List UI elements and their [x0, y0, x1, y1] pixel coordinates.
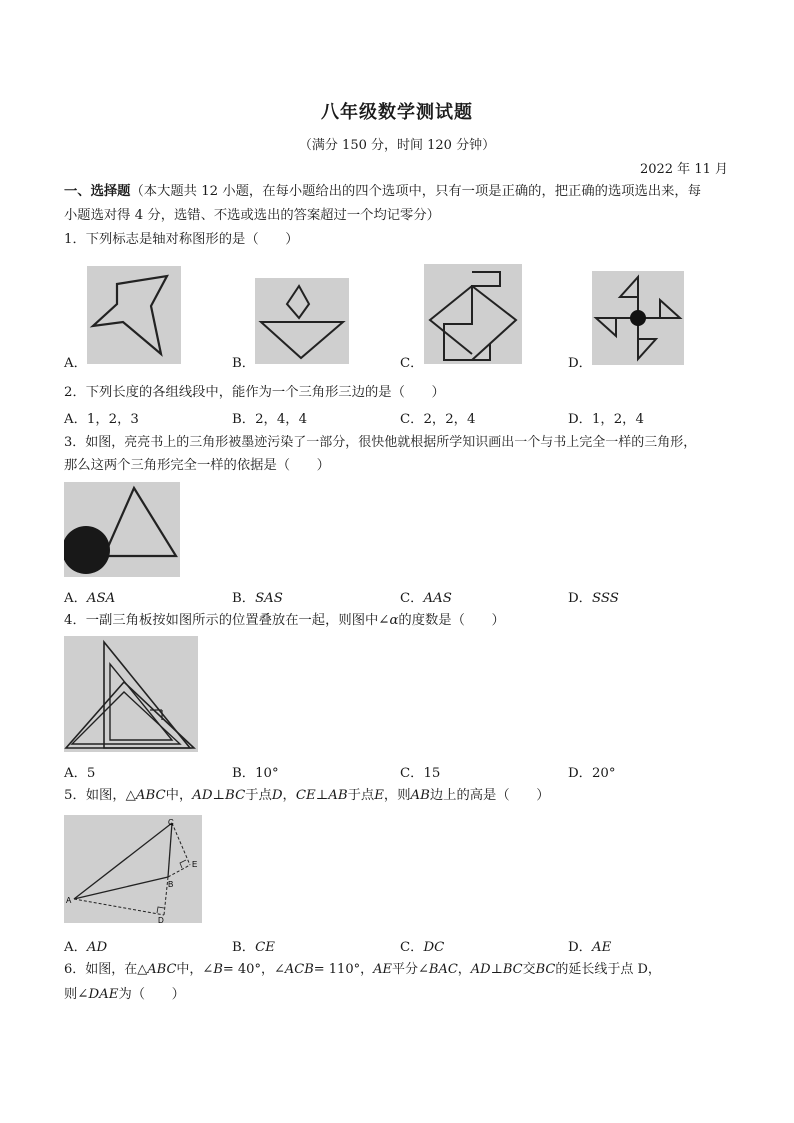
q2-option-c: C．2，2，4 — [400, 412, 476, 427]
q2-text: 2．下列长度的各组线段中，能作为一个三角形三边的是（ ） — [64, 385, 445, 400]
q6-t3: 中，∠ — [176, 962, 214, 977]
q5-label-e: E — [192, 860, 198, 869]
q5-t6: BC — [225, 788, 246, 803]
q1-option-c: C． — [400, 356, 424, 371]
q1-figure-c — [424, 264, 522, 364]
q6-t12: AD — [470, 962, 491, 977]
q3-option-d-prefix: D． — [568, 591, 592, 606]
q5-t7: 于点 — [245, 788, 272, 803]
q4-option-c: C．15 — [400, 766, 441, 781]
q5-option-b — [232, 936, 275, 955]
q4-figure — [64, 636, 198, 752]
q5-t16: AB — [410, 788, 430, 803]
q4-text-pre: 4．一副三角板按如图所示的位置叠放在一起，则图中∠ — [64, 613, 390, 628]
q6-t8: AE — [373, 962, 392, 977]
q4-text — [64, 611, 505, 631]
q2-option-d: D．1，2，4 — [568, 412, 644, 427]
q6-line2-pre: 则∠ — [64, 987, 89, 1002]
q4-text-post: 的度数是（ ） — [398, 613, 505, 628]
q6-t13: ⊥ — [490, 962, 503, 977]
q3-figure — [64, 482, 180, 577]
q1-figure-b — [255, 278, 349, 364]
q6-t11: ， — [457, 962, 471, 977]
q4-alpha: α — [389, 613, 399, 628]
q3-option-b-prefix: B． — [232, 591, 256, 606]
q5-option-b-value: CE — [255, 940, 275, 955]
q5-t2: ABC — [135, 788, 166, 803]
q3-option-a-prefix: A． — [64, 591, 87, 606]
q5-t12: AB — [328, 788, 348, 803]
q5-t1: 5．如图，△ — [64, 788, 136, 803]
q3-option-c-value: AAS — [423, 591, 452, 606]
q3-option-a — [64, 587, 115, 606]
q6-t7: = 110°， — [313, 962, 374, 977]
q6-t2: ABC — [147, 962, 177, 977]
q5-t5: ⊥ — [212, 788, 226, 803]
q6-line2-post: 为（ ） — [118, 987, 185, 1002]
q5-label-c: C — [168, 818, 174, 827]
q5-option-b-prefix: B． — [232, 940, 256, 955]
q6-text-line2 — [64, 985, 185, 1005]
q5-t17: 边上的高是（ ） — [429, 788, 550, 803]
q5-t9: ， — [282, 788, 296, 803]
q5-option-a-value: AD — [86, 940, 108, 955]
q5-option-c-prefix: C． — [400, 940, 424, 955]
section-heading: 一、选择题 — [64, 184, 131, 199]
q6-text-line1 — [64, 960, 661, 980]
q5-label-a: A — [66, 896, 72, 905]
q6-line2-it: DAE — [88, 987, 119, 1002]
q5-option-d-value: AE — [591, 940, 612, 955]
q4-option-b: B．10° — [232, 766, 279, 781]
q5-option-c-value: DC — [423, 940, 445, 955]
q6-t14: BC — [502, 962, 523, 977]
q1-text: 1．下列标志是轴对称图形的是（ ） — [64, 232, 299, 247]
q3-option-d-value: SSS — [591, 591, 619, 606]
q4-option-d: D．20° — [568, 766, 616, 781]
q6-t16: BC — [535, 962, 556, 977]
q5-t13: 于点 — [347, 788, 375, 803]
q3-option-c — [400, 587, 452, 606]
q5-t8: D — [271, 788, 283, 803]
q1-figure-a — [87, 266, 181, 364]
q6-t4: B — [213, 962, 223, 977]
q6-t6: ACB — [284, 962, 314, 977]
q6-t1: 6．如图，在△ — [64, 962, 148, 977]
q4-option-a: A．5 — [64, 766, 96, 781]
q5-label-b: B — [168, 880, 174, 889]
q3-option-a-value: ASA — [86, 591, 116, 606]
page-subtitle: （满分 150 分，时间 120 分钟） — [298, 138, 496, 153]
q1-option-b: B． — [232, 356, 256, 371]
q1-option-d: D． — [568, 356, 592, 371]
q5-text — [64, 786, 550, 806]
q5-option-d-prefix: D． — [568, 940, 592, 955]
q2-option-b: B．2，4，4 — [232, 412, 308, 427]
q5-t10: CE — [295, 788, 316, 803]
q3-text-line1: 3．如图，亮亮书上的三角形被墨迹污染了一部分，很快他就根据所学知识画出一个与书上完全一样的三角形， — [64, 435, 697, 450]
q3-option-d — [568, 587, 619, 606]
q5-t15: ，则 — [383, 788, 411, 803]
q6-t10: BAC — [428, 962, 458, 977]
page-title: 八年级数学测试题 — [321, 102, 473, 123]
q5-label-d: D — [158, 916, 164, 923]
q5-option-a-prefix: A． — [64, 940, 87, 955]
q3-option-b — [232, 587, 283, 606]
section-desc-2: 小题选对得 4 分，选错、不选或选出的答案超过一个均记零分） — [64, 208, 440, 223]
q3-option-c-prefix: C． — [400, 591, 424, 606]
q2-option-a: A．1，2，3 — [64, 412, 139, 427]
q3-option-b-value: SAS — [255, 591, 283, 606]
q6-t5: = 40°，∠ — [222, 962, 285, 977]
q5-t11: ⊥ — [315, 788, 329, 803]
q1-option-a: A． — [64, 356, 87, 371]
q5-t3: 中， — [165, 788, 193, 803]
q5-option-a — [64, 936, 107, 955]
q6-t17: 的延长线于点 D， — [555, 962, 661, 977]
q5-t14: E — [374, 788, 384, 803]
section-intro-line1 — [64, 182, 701, 202]
q5-option-d — [568, 936, 611, 955]
q5-figure — [64, 815, 202, 923]
q6-t15: 交 — [522, 962, 536, 977]
q1-figure-d — [592, 271, 684, 365]
q3-text-line2: 那么这两个三角形完全一样的依据是（ ） — [64, 458, 330, 473]
q6-t9: 平分∠ — [391, 962, 429, 977]
section-desc-1: （本大题共 12 小题，在每小题给出的四个选项中，只有一项是正确的，把正确的选项选出来，每 — [130, 184, 702, 199]
q5-option-c — [400, 936, 444, 955]
exam-date: 2022 年 11 月 — [639, 162, 728, 177]
q5-t4: AD — [192, 788, 213, 803]
